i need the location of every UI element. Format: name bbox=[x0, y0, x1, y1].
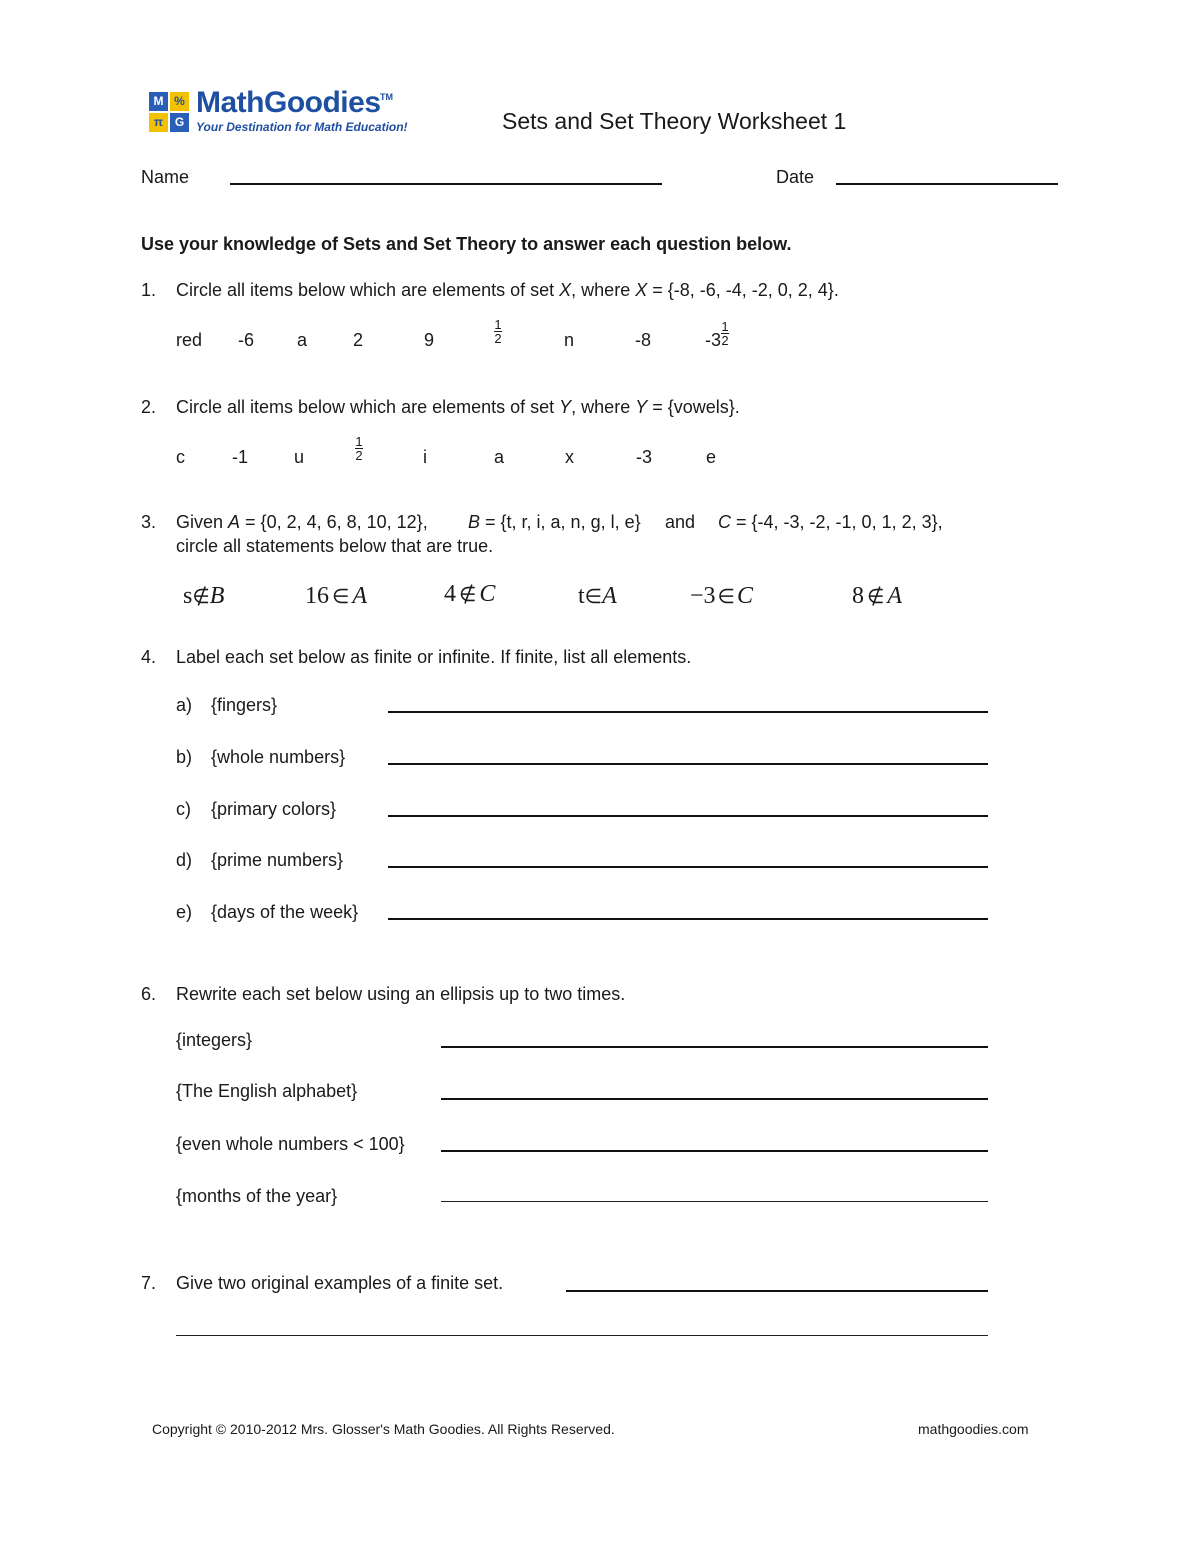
fraction-one-half: $\frac{1}{2}$ bbox=[721, 319, 729, 348]
list-item[interactable]: u bbox=[294, 447, 305, 467]
question-number: 1. bbox=[141, 280, 157, 300]
statement[interactable]: 8 ∉ A bbox=[852, 583, 903, 609]
question-2-text: Circle all items below which are elements of set Y, where Y = {vowels}. bbox=[176, 397, 740, 417]
statement[interactable]: −3 ∈C bbox=[690, 583, 753, 609]
name-field[interactable] bbox=[230, 183, 662, 185]
question-3-instruction: circle all statements below that are true. bbox=[176, 536, 494, 556]
list-item[interactable]: -8 bbox=[635, 330, 652, 350]
question-7-text: Give two original examples of a finite set. bbox=[176, 1273, 504, 1293]
logo-trademark: TM bbox=[380, 92, 393, 102]
and-word: and bbox=[665, 512, 696, 532]
name-label: Name bbox=[141, 167, 190, 187]
list-item[interactable]: n bbox=[564, 330, 575, 350]
answer-line[interactable] bbox=[388, 866, 988, 868]
question-6-text: Rewrite each set below using an ellipsis up to two times. bbox=[176, 984, 626, 1004]
answer-line[interactable] bbox=[441, 1046, 988, 1048]
list-item[interactable]: a bbox=[297, 330, 308, 350]
statement[interactable]: s∉B bbox=[183, 583, 225, 609]
copyright-text: Copyright © 2010-2012 Mrs. Glosser's Math Goodies. All Rights Reserved. bbox=[152, 1421, 615, 1437]
list-item[interactable]: -1 bbox=[232, 447, 249, 467]
part-set: {even whole numbers < 100} bbox=[176, 1134, 405, 1154]
question-number: 7. bbox=[141, 1273, 157, 1293]
list-item[interactable]: red bbox=[176, 330, 203, 350]
site-link[interactable]: mathgoodies.com bbox=[918, 1421, 1029, 1437]
part-set: {months of the year} bbox=[176, 1186, 338, 1206]
list-item[interactable]: e bbox=[706, 447, 717, 467]
answer-line[interactable] bbox=[388, 711, 988, 713]
set-b-definition: B = {t, r, i, a, n, g, l, e} bbox=[468, 512, 641, 532]
statement[interactable]: 16 ∈ A bbox=[305, 583, 368, 609]
fraction-one-half: $\frac{1}{2}$ bbox=[355, 434, 363, 463]
part-letter: e) bbox=[176, 902, 193, 922]
answer-line[interactable] bbox=[388, 763, 988, 765]
part-set: {fingers} bbox=[211, 695, 278, 715]
list-item[interactable]: c bbox=[176, 447, 185, 467]
logo-cell: G bbox=[170, 113, 189, 132]
question-number: 2. bbox=[141, 397, 157, 417]
question-number: 6. bbox=[141, 984, 157, 1004]
logo-icon bbox=[149, 92, 189, 132]
list-item[interactable]: i bbox=[423, 447, 427, 467]
list-item[interactable] bbox=[355, 436, 363, 461]
part-letter: b) bbox=[176, 747, 193, 767]
question-number: 4. bbox=[141, 647, 157, 667]
answer-line[interactable] bbox=[441, 1150, 988, 1152]
list-item[interactable]: x bbox=[565, 447, 574, 467]
question-4-text: Label each set below as finite or infinite. If finite, list all elements. bbox=[176, 647, 692, 667]
question-number: 3. bbox=[141, 512, 157, 532]
list-item[interactable]: -6 bbox=[238, 330, 255, 350]
question-3-text: Given A = {0, 2, 4, 6, 8, 10, 12}, bbox=[176, 512, 428, 532]
part-letter: c) bbox=[176, 799, 191, 819]
part-letter: d) bbox=[176, 850, 193, 870]
answer-line[interactable] bbox=[176, 1335, 988, 1336]
logo-tagline: Your Destination for Math Education! bbox=[196, 120, 408, 134]
answer-line[interactable] bbox=[441, 1098, 988, 1100]
statement[interactable]: t∈A bbox=[578, 583, 617, 609]
part-set: {The English alphabet} bbox=[176, 1081, 358, 1101]
date-label: Date bbox=[776, 167, 815, 187]
fraction-one-half: $\frac{1}{2}$ bbox=[494, 317, 502, 346]
logo-cell: M bbox=[149, 92, 168, 111]
part-set: {whole numbers} bbox=[211, 747, 346, 767]
list-item[interactable]: -3 $\frac{1}{2}$ bbox=[705, 319, 729, 350]
statement[interactable]: 4 ∉ C bbox=[444, 581, 496, 607]
part-set: {days of the week} bbox=[211, 902, 359, 922]
question-1-text: Circle all items below which are elements of set X, where X = {-8, -6, -4, -2, 0, 2, 4}. bbox=[176, 280, 839, 300]
answer-line[interactable] bbox=[441, 1201, 988, 1202]
logo-name: MathGoodies bbox=[196, 86, 381, 119]
part-set: {prime numbers} bbox=[211, 850, 344, 870]
list-item[interactable]: -3 bbox=[636, 447, 653, 467]
list-item[interactable]: a bbox=[494, 447, 505, 467]
list-item[interactable]: 9 bbox=[424, 330, 435, 350]
logo-cell: % bbox=[170, 92, 189, 111]
instructions: Use your knowledge of Sets and Set Theory to answer each question below. bbox=[141, 234, 792, 254]
worksheet-title: Sets and Set Theory Worksheet 1 bbox=[502, 108, 847, 134]
part-set: {integers} bbox=[176, 1030, 253, 1050]
answer-line[interactable] bbox=[388, 918, 988, 920]
part-letter: a) bbox=[176, 695, 193, 715]
part-set: {primary colors} bbox=[211, 799, 337, 819]
logo-cell: π bbox=[149, 113, 168, 132]
answer-line[interactable] bbox=[388, 815, 988, 817]
date-field[interactable] bbox=[836, 183, 1058, 185]
list-item[interactable] bbox=[494, 319, 502, 344]
set-c-definition: C = {-4, -3, -2, -1, 0, 1, 2, 3}, bbox=[718, 512, 943, 532]
answer-line[interactable] bbox=[566, 1290, 988, 1292]
list-item[interactable]: 2 bbox=[353, 330, 364, 350]
